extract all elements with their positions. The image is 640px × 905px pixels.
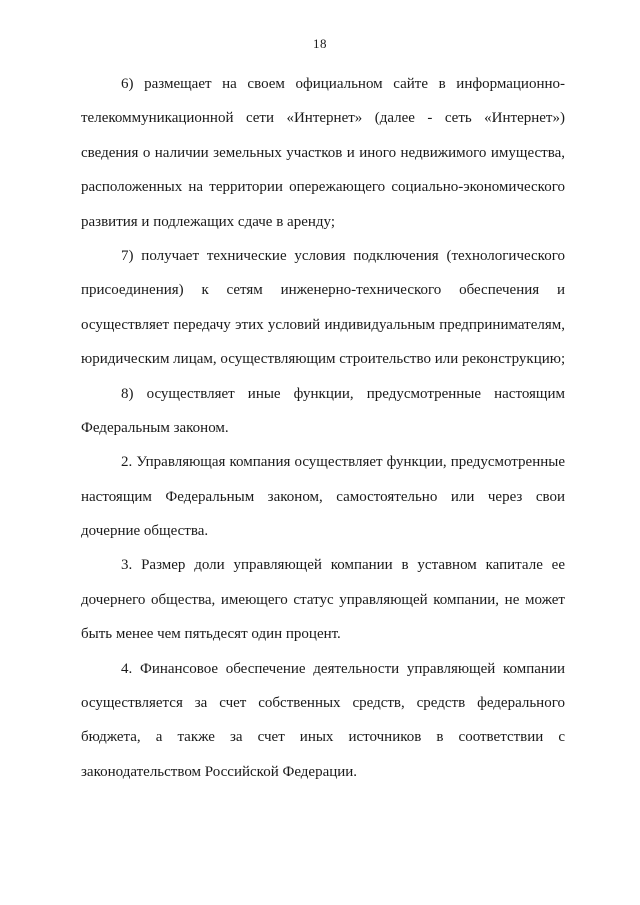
text-line: Федеральным законом. (81, 419, 229, 436)
text-line: осуществляет передачу этих условий индивидуальным предпринимателям, (81, 316, 565, 333)
paragraph-part-2 (81, 449, 565, 552)
text-line: законодательством Российской Федерации. (81, 763, 358, 780)
text-line: бюджета, а также за счет иных источников в соответствии с (81, 729, 565, 746)
text-line: 3. Размер доли управляющей компании в уставном капитале ее (121, 557, 565, 574)
text-line: 4. Финансовое обеспечение деятельности управляющей компании (121, 660, 565, 677)
text-line: 8) осуществляет иные функции, предусмотренные настоящим (121, 385, 565, 402)
text-line: быть менее чем пятьдесят один процент. (81, 626, 341, 643)
text-line: дочернего общества, имеющего статус управляющей компании, не может (81, 591, 565, 608)
text-line: присоединения) к сетям инженерно-технического обеспечения и (81, 282, 565, 299)
text-line: сведения о наличии земельных участков и иного недвижимого имущества, (81, 144, 565, 161)
text-line: развития и подлежащих сдаче в аренду; (81, 213, 335, 230)
text-line: осуществляется за счет собственных средств, средств федерального (81, 695, 565, 712)
paragraph-item-7 (81, 243, 565, 381)
paragraph-part-3 (81, 552, 565, 655)
document-body (81, 71, 565, 793)
paragraph-part-4 (81, 656, 565, 794)
paragraph-item-6 (81, 71, 565, 243)
text-line: телекоммуникационной сети «Интернет» (далее - сеть «Интернет») (81, 110, 565, 127)
page-number: 18 (313, 36, 327, 51)
text-line: юридическим лицам, осуществляющим строительство или реконструкцию; (81, 351, 566, 368)
text-line: 2. Управляющая компания осуществляет функции, предусмотренные (121, 454, 565, 471)
text-line: 7) получает технические условия подключения (технологического (121, 247, 565, 264)
text-line: дочерние общества. (81, 523, 209, 540)
text-line: 6) размещает на своем официальном сайте в информационно- (121, 76, 565, 92)
text-line: расположенных на территории опережающего социально-экономического (81, 179, 565, 196)
paragraph-item-8 (81, 381, 565, 450)
text-line: настоящим Федеральным законом, самостоятельно или через свои (81, 488, 565, 505)
